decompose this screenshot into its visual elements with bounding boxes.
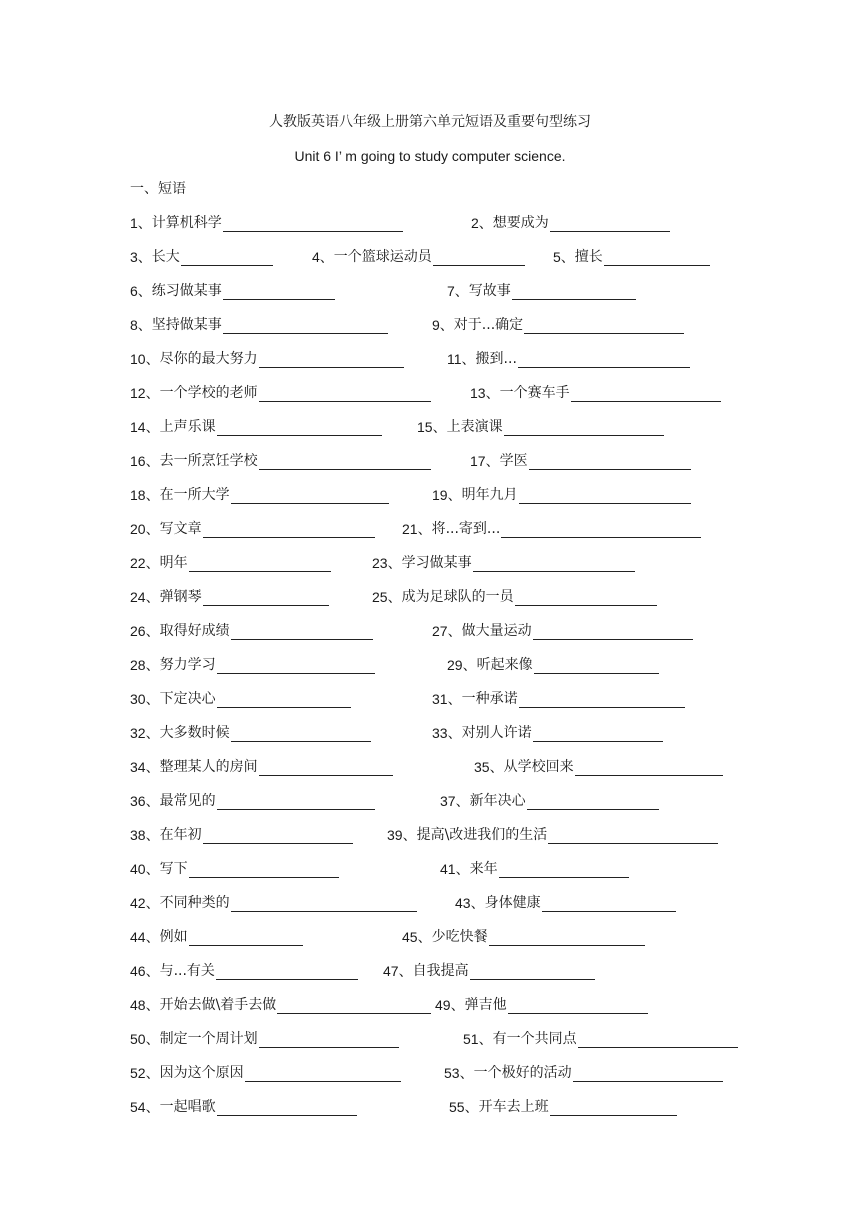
phrase-label: 成为足球队的一员	[401, 589, 514, 605]
answer-blank[interactable]	[578, 1033, 738, 1048]
answer-blank[interactable]	[433, 251, 525, 266]
answer-blank[interactable]	[189, 557, 331, 572]
phrase-item	[130, 282, 335, 300]
phrase-item	[449, 1098, 677, 1116]
phrase-number: 12、	[130, 385, 160, 401]
phrase-item	[130, 486, 389, 504]
answer-blank[interactable]	[548, 829, 718, 844]
phrase-item	[130, 1030, 399, 1048]
phrase-label: 一个极好的活动	[473, 1065, 572, 1081]
phrase-number: 19、	[432, 487, 462, 503]
phrase-label: 不同种类的	[159, 895, 230, 911]
answer-blank[interactable]	[529, 455, 691, 470]
phrase-label: 想要成为	[492, 215, 549, 231]
phrase-item	[471, 214, 670, 232]
phrase-item	[447, 350, 690, 368]
phrase-label: 一起唱歌	[159, 1099, 216, 1115]
answer-blank[interactable]	[223, 319, 388, 334]
phrase-number: 11、	[447, 351, 476, 367]
phrase-label: 与...有关	[159, 963, 215, 979]
answer-blank[interactable]	[501, 523, 701, 538]
phrase-number: 16、	[130, 453, 160, 469]
phrase-label: 听起来像	[476, 657, 533, 673]
phrase-label: 上声乐课	[159, 419, 216, 435]
phrase-label: 一个赛车手	[499, 385, 570, 401]
answer-blank[interactable]	[203, 591, 329, 606]
phrase-item	[130, 826, 353, 844]
phrase-item	[130, 554, 331, 572]
phrase-label: 新年决心	[469, 793, 526, 809]
answer-blank[interactable]	[533, 727, 663, 742]
phrase-number: 3、	[130, 249, 152, 265]
phrase-item	[470, 452, 691, 470]
phrase-item	[130, 1064, 401, 1082]
phrase-number: 38、	[130, 827, 160, 843]
document-title: 人教版英语八年级上册第六单元短语及重要句型练习	[269, 114, 591, 130]
answer-blank[interactable]	[217, 693, 351, 708]
phrase-label: 写故事	[468, 283, 511, 299]
answer-blank[interactable]	[223, 285, 335, 300]
phrase-label: 身体健康	[484, 895, 541, 911]
phrase-number: 13、	[470, 385, 500, 401]
answer-blank[interactable]	[217, 659, 375, 674]
phrase-label: 因为这个原因	[159, 1065, 244, 1081]
phrase-label: 例如	[159, 929, 188, 945]
phrase-number: 25、	[372, 589, 402, 605]
phrase-item	[130, 996, 431, 1014]
phrase-number: 51、	[463, 1031, 493, 1047]
phrase-label: 尽你的最大努力	[159, 351, 258, 367]
answer-blank[interactable]	[231, 489, 389, 504]
document-subtitle: Unit 6 I’ m going to study computer science.	[294, 148, 566, 164]
phrase-label: 提高\改进我们的生活	[416, 827, 548, 843]
answer-blank[interactable]	[571, 387, 721, 402]
phrase-label: 下定决心	[159, 691, 216, 707]
phrase-label: 一个学校的老师	[159, 385, 258, 401]
phrase-item	[440, 860, 629, 878]
section-heading: 一、短语	[130, 181, 186, 197]
phrase-number: 48、	[130, 997, 160, 1013]
phrase-item	[130, 962, 358, 980]
phrase-number: 37、	[440, 793, 470, 809]
phrase-item	[130, 316, 388, 334]
phrase-number: 43、	[455, 895, 485, 911]
answer-blank[interactable]	[203, 523, 375, 538]
phrase-label: 练习做某事	[151, 283, 222, 299]
phrase-label: 整理某人的房间	[159, 759, 258, 775]
phrase-item	[402, 520, 701, 538]
answer-blank[interactable]	[512, 285, 636, 300]
phrase-number: 24、	[130, 589, 160, 605]
phrase-number: 9、	[432, 317, 454, 333]
phrase-label: 写文章	[159, 521, 202, 537]
phrase-label: 从学校回来	[503, 759, 574, 775]
phrase-item	[130, 452, 431, 470]
answer-blank[interactable]	[473, 557, 635, 572]
answer-blank[interactable]	[217, 421, 382, 436]
answer-blank[interactable]	[203, 829, 353, 844]
answer-blank[interactable]	[515, 591, 657, 606]
phrase-item	[130, 622, 373, 640]
answer-blank[interactable]	[534, 659, 659, 674]
answer-blank[interactable]	[259, 455, 431, 470]
phrase-label: 学医	[499, 453, 528, 469]
phrase-number: 32、	[130, 725, 160, 741]
answer-blank[interactable]	[489, 931, 645, 946]
phrase-item	[432, 724, 663, 742]
phrase-item	[130, 418, 382, 436]
phrase-label: 来年	[469, 861, 498, 877]
phrase-item	[372, 588, 657, 606]
phrase-number: 1、	[130, 215, 152, 231]
phrase-number: 22、	[130, 555, 160, 571]
answer-blank[interactable]	[231, 625, 373, 640]
phrase-number: 55、	[449, 1099, 479, 1115]
phrase-label: 弹钢琴	[159, 589, 202, 605]
phrase-number: 6、	[130, 283, 152, 299]
phrase-number: 47、	[383, 963, 413, 979]
answer-blank[interactable]	[259, 1033, 399, 1048]
answer-blank[interactable]	[550, 217, 670, 232]
phrase-label: 开始去做\着手去做	[159, 997, 277, 1013]
phrase-number: 49、	[435, 997, 465, 1013]
answer-blank[interactable]	[573, 1067, 723, 1082]
phrase-item	[447, 282, 636, 300]
phrase-number: 10、	[130, 351, 160, 367]
phrase-number: 21、	[402, 521, 432, 537]
phrase-label: 长大	[151, 249, 180, 265]
phrase-item	[417, 418, 664, 436]
phrase-item	[130, 894, 417, 912]
phrase-item	[463, 1030, 738, 1048]
phrase-item	[455, 894, 676, 912]
phrase-number: 2、	[471, 215, 493, 231]
answer-blank[interactable]	[259, 761, 393, 776]
phrase-label: 有一个共同点	[492, 1031, 577, 1047]
phrase-item	[432, 316, 684, 334]
answer-blank[interactable]	[508, 999, 648, 1014]
phrase-number: 28、	[130, 657, 160, 673]
phrase-label: 学习做某事	[401, 555, 472, 571]
phrase-item	[130, 384, 431, 402]
phrase-item	[130, 758, 393, 776]
phrase-label: 对别人许诺	[461, 725, 532, 741]
answer-blank[interactable]	[216, 965, 358, 980]
phrase-item	[130, 520, 375, 538]
phrase-number: 29、	[447, 657, 477, 673]
phrase-number: 39、	[387, 827, 417, 843]
phrase-number: 23、	[372, 555, 402, 571]
answer-blank[interactable]	[189, 931, 303, 946]
phrase-number: 40、	[130, 861, 160, 877]
answer-blank[interactable]	[231, 727, 371, 742]
answer-blank[interactable]	[550, 1101, 677, 1116]
phrase-label: 坚持做某事	[151, 317, 222, 333]
answer-blank[interactable]	[231, 897, 417, 912]
answer-blank[interactable]	[189, 863, 339, 878]
phrase-number: 45、	[402, 929, 432, 945]
phrase-item	[130, 860, 339, 878]
phrase-label: 大多数时候	[159, 725, 230, 741]
phrase-label: 弹吉他	[464, 997, 507, 1013]
phrase-label: 计算机科学	[151, 215, 222, 231]
phrase-item	[440, 792, 659, 810]
answer-blank[interactable]	[519, 693, 685, 708]
phrase-number: 14、	[130, 419, 160, 435]
answer-blank[interactable]	[259, 387, 431, 402]
phrase-number: 44、	[130, 929, 160, 945]
phrase-label: 搬到...	[475, 351, 517, 367]
phrase-label: 在一所大学	[159, 487, 230, 503]
phrase-label: 做大量运动	[461, 623, 532, 639]
phrase-number: 27、	[432, 623, 462, 639]
phrase-number: 5、	[553, 249, 575, 265]
phrase-item	[130, 656, 375, 674]
phrase-item	[387, 826, 718, 844]
answer-blank[interactable]	[217, 795, 375, 810]
phrase-number: 53、	[444, 1065, 474, 1081]
answer-blank[interactable]	[533, 625, 693, 640]
phrase-label: 擅长	[574, 249, 603, 265]
phrase-number: 50、	[130, 1031, 160, 1047]
answer-blank[interactable]	[470, 965, 595, 980]
phrase-item	[372, 554, 635, 572]
phrase-number: 26、	[130, 623, 160, 639]
phrase-item	[130, 1098, 357, 1116]
phrase-number: 4、	[312, 249, 334, 265]
phrase-item	[435, 996, 648, 1014]
phrase-number: 46、	[130, 963, 160, 979]
phrase-item	[130, 350, 404, 368]
answer-blank[interactable]	[223, 217, 403, 232]
answer-blank[interactable]	[499, 863, 629, 878]
answer-blank[interactable]	[245, 1067, 401, 1082]
answer-blank[interactable]	[604, 251, 710, 266]
phrase-item	[553, 248, 710, 266]
answer-blank[interactable]	[527, 795, 659, 810]
phrase-item	[432, 486, 691, 504]
answer-blank[interactable]	[519, 489, 691, 504]
phrase-item	[470, 384, 721, 402]
answer-blank[interactable]	[277, 999, 431, 1014]
answer-blank[interactable]	[259, 353, 404, 368]
phrase-number: 17、	[470, 453, 500, 469]
phrase-label: 在年初	[159, 827, 202, 843]
phrase-number: 36、	[130, 793, 160, 809]
phrase-number: 20、	[130, 521, 160, 537]
phrase-number: 52、	[130, 1065, 160, 1081]
phrase-number: 42、	[130, 895, 160, 911]
phrase-number: 8、	[130, 317, 152, 333]
phrase-label: 最常见的	[159, 793, 216, 809]
phrase-label: 取得好成绩	[159, 623, 230, 639]
phrase-label: 上表演课	[446, 419, 503, 435]
phrase-item	[130, 690, 351, 708]
answer-blank[interactable]	[181, 251, 273, 266]
answer-blank[interactable]	[542, 897, 676, 912]
answer-blank[interactable]	[504, 421, 664, 436]
phrase-item	[130, 724, 371, 742]
phrase-item	[130, 792, 375, 810]
phrase-label: 努力学习	[159, 657, 216, 673]
answer-blank[interactable]	[575, 761, 723, 776]
phrase-number: 30、	[130, 691, 160, 707]
phrase-number: 35、	[474, 759, 504, 775]
phrase-number: 7、	[447, 283, 469, 299]
phrase-number: 18、	[130, 487, 160, 503]
phrase-label: 明年九月	[461, 487, 518, 503]
phrase-label: 一种承诺	[461, 691, 518, 707]
phrase-item	[402, 928, 645, 946]
phrase-label: 一个篮球运动员	[333, 249, 432, 265]
phrase-item	[312, 248, 525, 266]
phrase-item	[474, 758, 723, 776]
phrase-item	[130, 928, 303, 946]
phrase-number: 54、	[130, 1099, 160, 1115]
phrase-item	[432, 622, 693, 640]
phrase-label: 对于...确定	[453, 317, 524, 333]
answer-blank[interactable]	[518, 353, 690, 368]
phrase-label: 将...寄到...	[431, 521, 501, 537]
phrase-label: 开车去上班	[478, 1099, 549, 1115]
phrase-label: 明年	[159, 555, 188, 571]
phrase-number: 33、	[432, 725, 462, 741]
phrase-item	[447, 656, 659, 674]
phrase-item	[432, 690, 685, 708]
phrase-label: 少吃快餐	[431, 929, 488, 945]
phrase-item	[383, 962, 595, 980]
phrase-label: 写下	[159, 861, 188, 877]
phrase-number: 34、	[130, 759, 160, 775]
phrase-number: 41、	[440, 861, 470, 877]
phrase-number: 31、	[432, 691, 462, 707]
phrase-label: 自我提高	[412, 963, 469, 979]
phrase-label: 去一所烹饪学校	[159, 453, 258, 469]
answer-blank[interactable]	[524, 319, 684, 334]
phrase-number: 15、	[417, 419, 447, 435]
phrase-item	[444, 1064, 723, 1082]
phrase-label: 制定一个周计划	[159, 1031, 258, 1047]
phrase-item	[130, 588, 329, 606]
phrase-item	[130, 248, 273, 266]
phrase-item	[130, 214, 403, 232]
answer-blank[interactable]	[217, 1101, 357, 1116]
